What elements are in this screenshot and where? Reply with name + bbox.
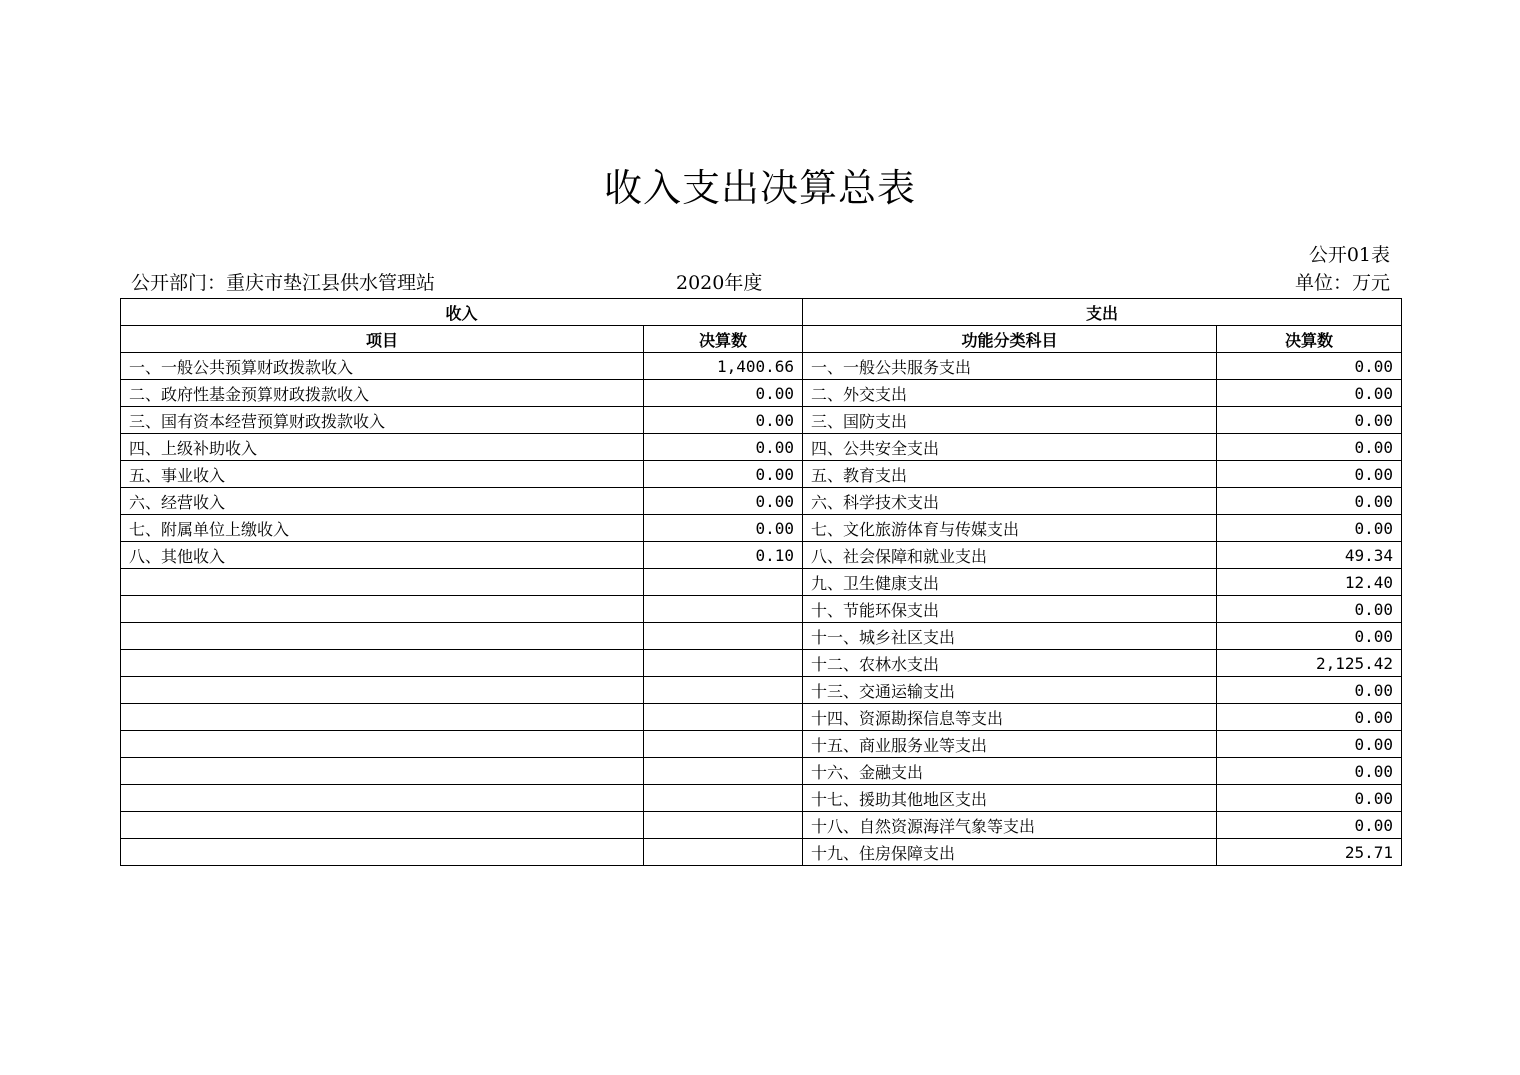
income-amount-cell (644, 758, 803, 785)
income-item-cell: 一、一般公共预算财政拨款收入 (121, 353, 644, 380)
income-item-cell: 三、国有资本经营预算财政拨款收入 (121, 407, 644, 434)
expense-item-cell: 十三、交通运输支出 (803, 677, 1217, 704)
income-amount-cell: 0.00 (644, 488, 803, 515)
expense-amount-cell: 49.34 (1217, 542, 1402, 569)
expense-amount-cell: 25.71 (1217, 839, 1402, 866)
income-amount-header: 决算数 (644, 326, 803, 353)
income-item-cell: 四、上级补助收入 (121, 434, 644, 461)
table-row (121, 488, 1402, 515)
form-number: 公开01表 (1308, 244, 1390, 266)
table-row (121, 461, 1402, 488)
expense-amount-cell: 0.00 (1217, 596, 1402, 623)
income-amount-cell: 0.00 (644, 461, 803, 488)
income-amount-cell: 0.00 (644, 515, 803, 542)
income-item-cell: 五、事业收入 (121, 461, 644, 488)
expense-item-cell: 十八、自然资源海洋气象等支出 (803, 812, 1217, 839)
income-item-header: 项目 (121, 326, 644, 353)
income-item-cell (121, 596, 644, 623)
income-item-cell (121, 758, 644, 785)
table-row (121, 785, 1402, 812)
table-row (121, 704, 1402, 731)
table-row (121, 758, 1402, 785)
table-row (121, 623, 1402, 650)
income-amount-cell (644, 731, 803, 758)
expense-item-cell: 十九、住房保障支出 (803, 839, 1217, 866)
table-group-header-row (121, 299, 1402, 326)
expense-item-cell: 一、一般公共服务支出 (803, 353, 1217, 380)
expense-group-header: 支出 (803, 299, 1402, 326)
income-amount-cell (644, 650, 803, 677)
income-amount-cell: 0.00 (644, 407, 803, 434)
table-row (121, 677, 1402, 704)
income-amount-cell (644, 785, 803, 812)
table-row (121, 353, 1402, 380)
expense-item-cell: 十四、资源勘探信息等支出 (803, 704, 1217, 731)
table-row (121, 407, 1402, 434)
table-row (121, 812, 1402, 839)
table-row (121, 731, 1402, 758)
table-row (121, 380, 1402, 407)
expense-item-cell: 十五、商业服务业等支出 (803, 731, 1217, 758)
table-row (121, 839, 1402, 866)
expense-amount-cell: 0.00 (1217, 407, 1402, 434)
expense-item-cell: 四、公共安全支出 (803, 434, 1217, 461)
table-row (121, 650, 1402, 677)
page-title: 收入支出决算总表 (603, 166, 916, 210)
expense-amount-cell: 0.00 (1217, 812, 1402, 839)
function-category-header: 功能分类科目 (803, 326, 1217, 353)
expense-amount-header: 决算数 (1217, 326, 1402, 353)
expense-amount-cell: 0.00 (1217, 488, 1402, 515)
department-label: 公开部门：重庆市垫江县供水管理站 (131, 272, 436, 294)
income-amount-cell: 0.00 (644, 434, 803, 461)
expense-item-cell: 二、外交支出 (803, 380, 1217, 407)
income-item-cell (121, 812, 644, 839)
income-expense-table (120, 298, 1402, 866)
expense-item-cell: 十六、金融支出 (803, 758, 1217, 785)
expense-item-cell: 八、社会保障和就业支出 (803, 542, 1217, 569)
table-body (121, 353, 1402, 866)
expense-item-cell: 十七、援助其他地区支出 (803, 785, 1217, 812)
expense-amount-cell: 0.00 (1217, 380, 1402, 407)
expense-amount-cell: 12.40 (1217, 569, 1402, 596)
income-item-cell: 七、附属单位上缴收入 (121, 515, 644, 542)
unit-label: 单位：万元 (1294, 272, 1390, 294)
expense-item-cell: 十一、城乡社区支出 (803, 623, 1217, 650)
expense-amount-cell: 0.00 (1217, 461, 1402, 488)
income-item-cell: 二、政府性基金预算财政拨款收入 (121, 380, 644, 407)
income-amount-cell (644, 623, 803, 650)
income-group-header: 收入 (121, 299, 803, 326)
income-amount-cell: 0.00 (644, 380, 803, 407)
income-amount-cell (644, 704, 803, 731)
table-row (121, 542, 1402, 569)
income-item-cell (121, 677, 644, 704)
income-amount-cell (644, 596, 803, 623)
table-row (121, 596, 1402, 623)
income-amount-cell (644, 812, 803, 839)
income-item-cell (121, 704, 644, 731)
income-item-cell (121, 731, 644, 758)
expense-amount-cell: 0.00 (1217, 515, 1402, 542)
expense-item-cell: 七、文化旅游体育与传媒支出 (803, 515, 1217, 542)
income-item-cell (121, 839, 644, 866)
expense-amount-cell: 0.00 (1217, 353, 1402, 380)
table-row (121, 569, 1402, 596)
income-amount-cell: 0.10 (644, 542, 803, 569)
table-row (121, 434, 1402, 461)
table-row (121, 515, 1402, 542)
expense-amount-cell: 0.00 (1217, 785, 1402, 812)
expense-amount-cell: 0.00 (1217, 758, 1402, 785)
income-item-cell: 六、经营收入 (121, 488, 644, 515)
expense-amount-cell: 2,125.42 (1217, 650, 1402, 677)
income-item-cell (121, 785, 644, 812)
income-item-cell: 八、其他收入 (121, 542, 644, 569)
income-item-cell (121, 650, 644, 677)
income-amount-cell: 1,400.66 (644, 353, 803, 380)
expense-amount-cell: 0.00 (1217, 731, 1402, 758)
income-item-cell (121, 623, 644, 650)
income-item-cell (121, 569, 644, 596)
expense-item-cell: 十二、农林水支出 (803, 650, 1217, 677)
fiscal-year-label: 2020年度 (676, 272, 763, 294)
expense-amount-cell: 0.00 (1217, 434, 1402, 461)
expense-item-cell: 六、科学技术支出 (803, 488, 1217, 515)
expense-amount-cell: 0.00 (1217, 623, 1402, 650)
expense-item-cell: 十、节能环保支出 (803, 596, 1217, 623)
expense-amount-cell: 0.00 (1217, 677, 1402, 704)
expense-item-cell: 九、卫生健康支出 (803, 569, 1217, 596)
expense-amount-cell: 0.00 (1217, 704, 1402, 731)
income-amount-cell (644, 677, 803, 704)
table-column-header-row (121, 326, 1402, 353)
expense-item-cell: 三、国防支出 (803, 407, 1217, 434)
income-amount-cell (644, 569, 803, 596)
income-amount-cell (644, 839, 803, 866)
expense-item-cell: 五、教育支出 (803, 461, 1217, 488)
